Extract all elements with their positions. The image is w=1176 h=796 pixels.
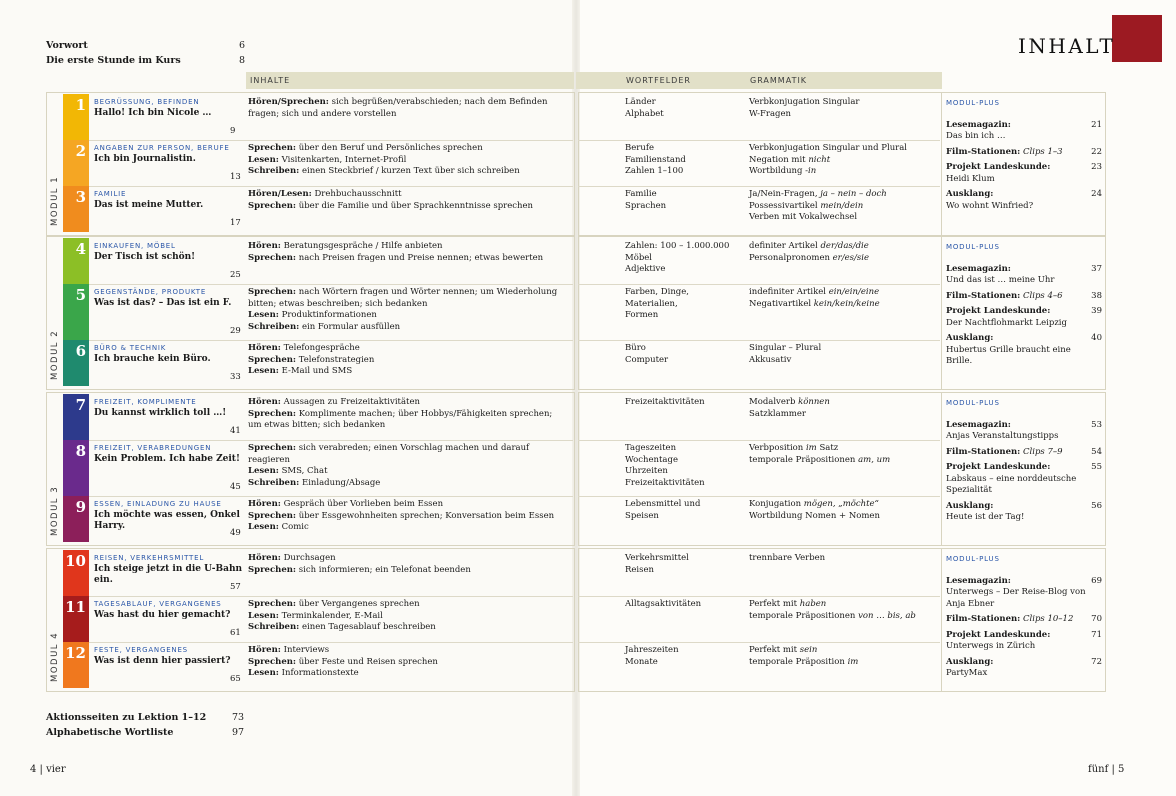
lesson-grammatik	[749, 189, 939, 224]
lesson-title: Was ist das? – Das ist ein F.	[94, 298, 232, 308]
lesson-title: Was hast du hier gemacht?	[94, 610, 231, 620]
modul-plus-item-text: Clips 4–6	[1023, 290, 1063, 301]
back-entry-page: 97	[232, 727, 245, 738]
module-label	[50, 668, 60, 682]
wortfeld-item: Monate	[625, 656, 658, 667]
module-label	[50, 522, 60, 536]
modul-plus-item-text: Das bin ich …	[946, 131, 1006, 141]
back-entry-label: Alphabetische Wortliste	[46, 727, 174, 738]
lesson-number-badge: 11	[63, 596, 89, 642]
modul-plus-title: MODUL-PLUS	[946, 99, 1000, 107]
front-entry-page: 8	[239, 55, 246, 66]
row-separator	[89, 642, 573, 643]
modul-plus-item	[946, 575, 1102, 611]
lesson-heading	[94, 98, 244, 119]
inhalte-line: Lesen: Informationstexte	[248, 668, 359, 678]
modul-plus-item-page: 56	[1091, 500, 1102, 511]
lesson-page: 25	[230, 270, 241, 280]
lesson-inhalte	[248, 397, 568, 432]
front-entry-vorwort	[46, 40, 246, 51]
modul-plus-item-text: Clips 7–9	[1023, 446, 1063, 457]
inhalte-line: Lesen: Produktinformationen	[248, 310, 377, 320]
wortfeld-item: Alphabet	[625, 108, 664, 119]
back-entry-label: Aktionsseiten zu Lektion 1–12	[46, 712, 207, 723]
grammatik-item: definiter Artikel der/das/die	[749, 241, 869, 251]
wortfeld-item: Lebensmittel und	[625, 499, 701, 509]
lesson-topic: FREIZEIT, VERABREDUNGEN	[94, 444, 212, 452]
inhalte-line: Sprechen: über Feste und Reisen sprechen	[248, 656, 438, 667]
modul-plus-item-text: Der Nachtflohmarkt Leipzig	[946, 317, 1067, 328]
row-separator	[89, 140, 573, 141]
wortfeld-item: Sprachen	[625, 200, 667, 211]
modul-plus-item-key: Film-Stationen:	[946, 290, 1021, 301]
wortfeld-item: Familienstand	[625, 154, 686, 165]
modul-plus-item-key: Projekt Landeskunde:	[946, 162, 1051, 172]
modul-plus-item-key: Lesemagazin:	[946, 575, 1011, 586]
lesson-wortfelder	[625, 599, 745, 611]
modul-plus-item	[946, 119, 1102, 143]
front-entry-label: Vorwort	[46, 40, 88, 51]
lesson-title: Ich steige jetzt in die U-Bahn ein.	[94, 564, 243, 585]
modul-plus-title: MODUL-PLUS	[946, 399, 1000, 407]
modul-plus-title: MODUL-PLUS	[946, 243, 1000, 251]
modul-plus-item-key: Lesemagazin:	[946, 263, 1011, 274]
modul-plus-item-key: Ausklang:	[946, 333, 994, 343]
lesson-inhalte	[248, 599, 568, 634]
row-separator	[578, 496, 940, 497]
grammatik-item: Konjugation mögen, „möchte“	[749, 499, 879, 509]
wortfeld-item: Formen	[625, 310, 659, 320]
inhalte-line: Sprechen: sich informieren; ein Telefonat beenden	[248, 564, 471, 575]
lesson-title: Was ist denn hier passiert?	[94, 656, 231, 666]
modul-plus-item-text: Wo wohnt Winfried?	[946, 200, 1034, 211]
modul-plus-item-text: Clips 1–3	[1023, 146, 1063, 157]
inhalte-line: Hören: Gespräch über Vorlieben beim Essen	[248, 499, 444, 509]
lesson-title: Ich bin Journalistin.	[94, 154, 196, 164]
wortfeld-item: Büro	[625, 343, 646, 353]
lesson-page: 17	[230, 218, 241, 228]
inhalte-line: Hören: Durchsagen	[248, 553, 336, 563]
lesson-title: Hallo! Ich bin Nicole …	[94, 108, 212, 118]
modul-plus-item-page: 71	[1091, 629, 1102, 640]
modul-plus-item	[946, 306, 1102, 329]
modul-plus-item	[946, 162, 1102, 185]
lesson-heading	[94, 444, 244, 465]
row-separator	[578, 642, 940, 643]
row-separator	[89, 340, 573, 341]
modul-plus-title: MODUL-PLUS	[946, 555, 1000, 563]
inhalte-line: Sprechen: über die Familie und über Sprachkenntnisse sprechen	[248, 200, 533, 211]
lesson-wortfelder	[625, 553, 745, 576]
lesson-grammatik	[749, 599, 939, 622]
lesson-grammatik	[749, 397, 939, 420]
modul-plus-item-text: Clips 10–12	[1023, 614, 1074, 624]
modul-plus-item-key: Film-Stationen:	[946, 614, 1021, 624]
lesson-number-badge: 1	[63, 94, 89, 140]
lesson-grammatik	[749, 97, 939, 120]
lesson-number-badge: 8	[63, 440, 89, 496]
modul-plus-item-text: Heute ist der Tag!	[946, 512, 1025, 522]
lesson-title: Das ist meine Mutter.	[94, 200, 204, 210]
lesson-wortfelder	[625, 189, 745, 212]
modul-plus-item	[946, 629, 1102, 653]
grammatik-item: Modalverb können	[749, 397, 830, 407]
lesson-page: 49	[230, 528, 241, 538]
lesson-inhalte	[248, 143, 568, 178]
row-separator	[89, 496, 573, 497]
lesson-wortfelder	[625, 397, 745, 409]
modul-plus	[946, 554, 1102, 684]
grammatik-item: Singular – Plural	[749, 343, 822, 353]
row-separator	[578, 284, 940, 285]
lesson-wortfelder	[625, 143, 745, 178]
modul-plus-item	[946, 462, 1102, 497]
grammatik-item: Verbkonjugation Singular	[749, 97, 860, 107]
lesson-heading	[94, 242, 244, 263]
lesson-heading	[94, 144, 244, 165]
front-entry-label: Die erste Stunde im Kurs	[46, 55, 181, 66]
lesson-wortfelder	[625, 343, 745, 366]
modul-plus-item-page: 69	[1091, 575, 1102, 586]
lesson-topic: FAMILIE	[94, 190, 127, 198]
wortfeld-item: Farben, Dinge,	[625, 287, 689, 297]
modul-plus-item-text: Unterwegs – Der Reise-Blog von Anja Ebner	[946, 587, 1086, 609]
lesson-heading	[94, 554, 244, 586]
modul-plus-item	[946, 189, 1102, 212]
lesson-page: 57	[230, 582, 241, 592]
inhalte-line: Hören/Sprechen: sich begrüßen/verabschieden; nach dem Befinden fragen; sich und andere vorstellen	[248, 97, 548, 119]
folio-left: 4 | vier	[30, 764, 66, 775]
grammatik-item: Possessivartikel mein/dein	[749, 200, 864, 211]
modul-plus-item-page: 24	[1091, 189, 1102, 199]
header-grammatik: GRAMMATIK	[750, 76, 808, 85]
lesson-grammatik	[749, 443, 939, 466]
modul-plus	[946, 98, 1102, 216]
modul-plus-item-page: 38	[1091, 290, 1102, 301]
lesson-grammatik	[749, 287, 939, 310]
modul-plus-item-page: 21	[1091, 119, 1102, 130]
modul-plus-item-page: 70	[1091, 614, 1102, 624]
lesson-grammatik	[749, 499, 939, 522]
lesson-title: Der Tisch ist schön!	[94, 252, 196, 262]
folio-right: fünf | 5	[1088, 764, 1125, 775]
modul-plus-item-key: Ausklang:	[946, 189, 994, 199]
grammatik-item: temporale Präpositionen von … bis, ab	[749, 610, 916, 621]
modul-plus-item	[946, 263, 1102, 287]
module-label	[50, 366, 60, 380]
inhalte-line: Schreiben: einen Tagesablauf beschreiben	[248, 622, 436, 632]
inhalte-line: Hören: Interviews	[248, 645, 330, 655]
lesson-inhalte	[248, 343, 568, 378]
lesson-grammatik	[749, 553, 939, 565]
modul-plus-item-page: 39	[1091, 306, 1102, 316]
lesson-page: 65	[230, 674, 241, 684]
inhalte-line: Sprechen: nach Wörtern fragen und Wörter nennen; um Wiederholung bitten; etwas beschreiben; sich bedanken	[248, 287, 558, 309]
row-separator	[578, 596, 940, 597]
modul-plus-item-key: Film-Stationen:	[946, 146, 1021, 157]
inhalte-line: Hören/Lesen: Drehbuchausschnitt	[248, 189, 402, 199]
modul-plus-item-page: 54	[1091, 446, 1102, 457]
lesson-topic: TAGESABLAUF, VERGANGENES	[94, 600, 222, 608]
modul-plus-item-text: Heidi Klum	[946, 173, 995, 184]
inhalte-line: Hören: Telefongespräche	[248, 343, 360, 353]
back-entry-aktionsseiten	[46, 712, 245, 723]
lesson-topic: FREIZEIT, KOMPLIMENTE	[94, 398, 197, 406]
modul-plus-item-key: Lesemagazin:	[946, 419, 1011, 430]
row-separator	[89, 284, 573, 285]
row-separator	[89, 596, 573, 597]
wortfeld-item: Speisen	[625, 510, 659, 521]
inhalte-line: Hören: Aussagen zu Freizeitaktivitäten	[248, 397, 420, 407]
grammatik-item: Negation mit nicht	[749, 154, 831, 165]
lesson-grammatik	[749, 343, 939, 366]
row-separator	[89, 440, 573, 441]
modul-plus-item-page: 37	[1091, 263, 1102, 274]
modul-plus-item-key: Film-Stationen:	[946, 446, 1021, 457]
wortfeld-item: Berufe	[625, 143, 654, 153]
wortfeld-item: Freizeitaktivitäten	[625, 477, 705, 488]
modul-plus-item-text: Hubertus Grille braucht eine Brille.	[946, 344, 1071, 366]
wortfeld-item: Familie	[625, 189, 657, 199]
modul-plus-item-text: Unterwegs in Zürich	[946, 641, 1036, 651]
lesson-inhalte	[248, 189, 568, 212]
inhalte-line: Sprechen: sich verabreden; einen Vorschlag machen und darauf reagieren	[248, 443, 530, 465]
lesson-topic: GEGENSTÄNDE, PRODUKTE	[94, 288, 207, 296]
lesson-heading	[94, 190, 244, 211]
grammatik-item: Personalpronomen er/es/sie	[749, 252, 869, 263]
inhalte-line: Lesen: Visitenkarten, Internet-Profil	[248, 154, 407, 165]
modul-plus-item	[946, 614, 1102, 626]
inhalte-line: Schreiben: einen Steckbrief / kurzen Text über sich schreiben	[248, 166, 520, 176]
lesson-topic: BÜRO & TECHNIK	[94, 344, 167, 352]
grammatik-item: Verbposition im Satz	[749, 443, 839, 453]
modul-plus-item-page: 55	[1091, 462, 1102, 472]
lesson-wortfelder	[625, 287, 745, 322]
wortfeld-item: Zahlen: 100 – 1.000.000	[625, 241, 730, 251]
row-separator	[578, 440, 940, 441]
row-separator	[578, 140, 940, 141]
lesson-inhalte	[248, 443, 568, 489]
modul-plus-item-text: Anjas Veranstaltungstipps	[946, 431, 1059, 441]
modul-plus-item-key: Projekt Landeskunde:	[946, 462, 1051, 472]
front-entry-page: 6	[239, 40, 246, 51]
lesson-heading	[94, 288, 244, 309]
grammatik-item: Negativartikel kein/kein/keine	[749, 298, 880, 309]
lesson-topic: REISEN, VERKEHRSMITTEL	[94, 554, 205, 562]
back-entry-page: 73	[232, 712, 245, 723]
modul-plus	[946, 398, 1102, 528]
lesson-grammatik	[749, 143, 939, 178]
lesson-page: 33	[230, 372, 241, 382]
lesson-topic: ESSEN, EINLADUNG ZU HAUSE	[94, 500, 222, 508]
modul-plus-item	[946, 500, 1102, 524]
lesson-wortfelder	[625, 499, 745, 522]
lesson-inhalte	[248, 241, 568, 264]
modul-plus-item-key: Projekt Landeskunde:	[946, 306, 1051, 316]
modul-plus-item	[946, 446, 1102, 459]
inhalte-line: Lesen: E-Mail und SMS	[248, 366, 353, 376]
wortfeld-item: Zahlen 1–100	[625, 166, 684, 176]
lesson-number-badge: 7	[63, 394, 89, 440]
grammatik-item: Satzklammer	[749, 408, 806, 419]
row-separator	[89, 186, 573, 187]
inhalte-line: Sprechen: über den Beruf und Persönliches sprechen	[248, 143, 483, 153]
wortfeld-item: Tageszeiten	[625, 443, 677, 453]
modul-plus-item-page: 40	[1091, 333, 1102, 343]
lesson-number-badge: 5	[63, 284, 89, 340]
lesson-title: Ich brauche kein Büro.	[94, 354, 211, 364]
modul-plus-item-key: Ausklang:	[946, 656, 994, 667]
lesson-inhalte	[248, 287, 568, 333]
inhalte-line: Schreiben: Einladung/Absage	[248, 477, 381, 488]
inhalte-line: Lesen: Terminkalender, E-Mail	[248, 610, 383, 621]
lesson-number-badge: 3	[63, 186, 89, 232]
lesson-number-badge: 12	[63, 642, 89, 688]
inhalte-line: Sprechen: über Vergangenes sprechen	[248, 599, 420, 609]
modul-plus-item-page: 23	[1091, 162, 1102, 172]
lesson-grammatik	[749, 241, 939, 264]
header-inhalte: INHALTE	[246, 72, 574, 89]
modul-plus-item-key: Projekt Landeskunde:	[946, 629, 1051, 640]
grammatik-item: Ja/Nein-Fragen, ja – nein – doch	[749, 189, 887, 199]
chapter-color-tab	[1112, 15, 1162, 62]
lesson-wortfelder	[625, 241, 745, 276]
lesson-inhalte	[248, 499, 568, 534]
lesson-page: 13	[230, 172, 241, 182]
modul-plus	[946, 242, 1102, 372]
modul-plus-item-key: Lesemagazin:	[946, 119, 1011, 130]
wortfeld-item: Wochentage	[625, 454, 678, 465]
lesson-page: 9	[230, 126, 236, 136]
lesson-topic: FESTE, VERGANGENES	[94, 646, 188, 654]
wortfeld-item: Uhrzeiten	[625, 466, 668, 476]
page-title: INHALT	[1018, 34, 1116, 58]
wortfeld-item: Freizeitaktivitäten	[625, 397, 705, 407]
lesson-wortfelder	[625, 645, 745, 668]
module-label	[50, 212, 60, 226]
inhalte-line: Sprechen: Telefonstrategien	[248, 354, 375, 365]
wortfeld-item: Alltagsaktivitäten	[625, 599, 702, 609]
lesson-page: 41	[230, 426, 241, 436]
lesson-number-badge: 9	[63, 496, 89, 542]
lesson-page: 29	[230, 326, 241, 336]
grammatik-item: Perfekt mit haben	[749, 599, 827, 609]
grammatik-item: Wortbildung -in	[749, 166, 817, 176]
modul-plus-item	[946, 333, 1102, 368]
inhalte-line: Hören: Beratungsgespräche / Hilfe anbieten	[248, 241, 443, 251]
wortfeld-item: Materialien,	[625, 298, 678, 309]
lesson-topic: BEGRÜSSUNG, BEFINDEN	[94, 98, 200, 106]
inhalte-line: Sprechen: über Essgewohnheiten sprechen; Konversation beim Essen	[248, 510, 555, 521]
modul-plus-item-page: 72	[1091, 656, 1102, 667]
lesson-number-badge: 6	[63, 340, 89, 386]
modul-plus-item-page: 22	[1091, 146, 1102, 157]
grammatik-item: temporale Präposition im	[749, 656, 859, 667]
modul-plus-item	[946, 290, 1102, 303]
front-entry-erste-stunde	[46, 55, 246, 66]
lesson-heading	[94, 344, 244, 365]
inhalte-line: Sprechen: nach Preisen fragen und Preise nennen; etwas bewerten	[248, 252, 544, 263]
modul-plus-item-key: Ausklang:	[946, 500, 994, 511]
grammatik-item: indefiniter Artikel ein/ein/eine	[749, 287, 880, 297]
lesson-title: Kein Problem. Ich habe Zeit!	[94, 454, 240, 464]
grammatik-item: trennbare Verben	[749, 553, 826, 563]
modul-plus-item-text: Und das ist … meine Uhr	[946, 275, 1055, 285]
lesson-heading	[94, 646, 244, 667]
grammatik-item: temporale Präpositionen am, um	[749, 454, 891, 465]
grammatik-item: Wortbildung Nomen + Nomen	[749, 510, 880, 521]
grammatik-item: Akkusativ	[749, 354, 792, 365]
grammatik-item: W-Fragen	[749, 108, 791, 119]
lesson-topic: ANGABEN ZUR PERSON, BERUFE	[94, 144, 230, 152]
modul-plus-item	[946, 419, 1102, 443]
modul-plus-item-text: Labskaus – eine norddeutsche Spezialität	[946, 473, 1077, 495]
lesson-heading	[94, 398, 244, 419]
lesson-inhalte	[248, 645, 568, 680]
back-entry-wortliste	[46, 727, 245, 738]
wortfeld-item: Reisen	[625, 564, 655, 575]
wortfeld-item: Adjektive	[625, 264, 666, 274]
header-wortfelder: WORTFELDER	[626, 76, 691, 85]
lesson-wortfelder	[625, 443, 745, 489]
inhalte-line: Sprechen: Komplimente machen; über Hobbys/Fähigkeiten sprechen; um etwas bitten; sich bedanken	[248, 408, 553, 430]
lesson-number-badge: 2	[63, 140, 89, 186]
modul-plus-item-page: 53	[1091, 419, 1102, 430]
lesson-heading	[94, 500, 244, 532]
lesson-number-badge: 4	[63, 238, 89, 284]
wortfeld-item: Verkehrsmittel	[625, 553, 689, 563]
wortfeld-item: Jahreszeiten	[625, 645, 679, 655]
lesson-grammatik	[749, 645, 939, 668]
lesson-heading	[94, 600, 244, 621]
lesson-number-badge: 10	[63, 550, 89, 596]
inhalte-line: Lesen: Comic	[248, 522, 309, 532]
header-band-right	[576, 72, 942, 89]
lesson-inhalte	[248, 97, 568, 120]
lesson-title: Du kannst wirklich toll …!	[94, 408, 227, 418]
modul-plus-item	[946, 146, 1102, 159]
lesson-page: 45	[230, 482, 241, 492]
inhalte-line: Lesen: SMS, Chat	[248, 466, 328, 476]
modul-plus-item	[946, 656, 1102, 680]
grammatik-item: Perfekt mit sein	[749, 645, 818, 655]
lesson-inhalte	[248, 553, 568, 576]
wortfeld-item: Länder	[625, 97, 656, 107]
modul-plus-item-text: PartyMax	[946, 668, 988, 678]
inhalte-line: Schreiben: ein Formular ausfüllen	[248, 321, 401, 332]
lesson-topic: EINKAUFEN, MÖBEL	[94, 242, 176, 250]
lesson-wortfelder	[625, 97, 745, 120]
row-separator	[578, 340, 940, 341]
grammatik-item: Verben mit Vokalwechsel	[749, 212, 858, 222]
lesson-title: Ich möchte was essen, Onkel Harry.	[94, 510, 240, 531]
row-separator	[578, 186, 940, 187]
wortfeld-item: Möbel	[625, 252, 653, 263]
grammatik-item: Verbkonjugation Singular und Plural	[749, 143, 908, 153]
wortfeld-item: Computer	[625, 354, 669, 365]
lesson-page: 61	[230, 628, 241, 638]
